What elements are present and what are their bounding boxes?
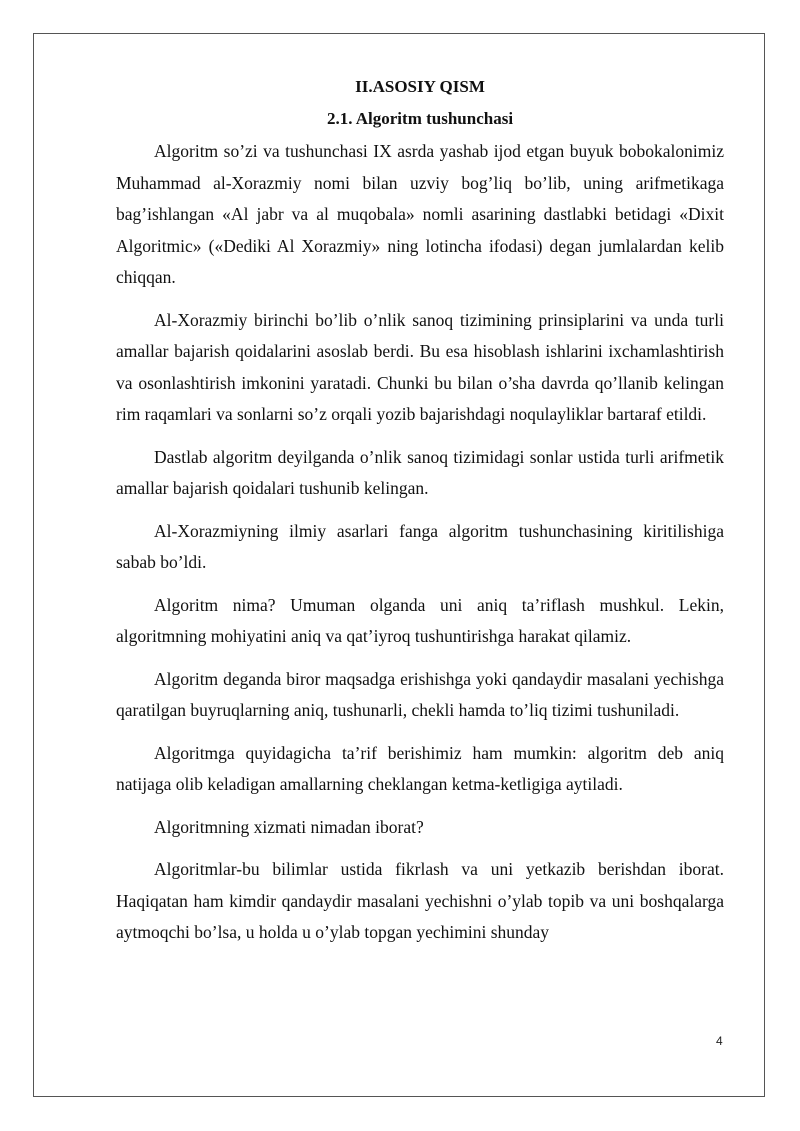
- document-body: [116, 70, 724, 949]
- section-heading: II.ASOSIY QISM: [355, 77, 485, 96]
- paragraph: Algoritmning xizmati nimadan iborat?: [154, 816, 424, 837]
- paragraph: Al-Xorazmiyning ilmiy asarlari fanga algoritm tushunchasining kiritilishiga sabab bo’ldi.: [116, 520, 724, 572]
- paragraph: Algoritm nima? Umuman olganda uni aniq ta’riflash mushkul. Lekin, algoritmning mohiyatini aniq va qat’iyroq tushuntirishga harakat qilamiz.: [116, 594, 724, 646]
- paragraph: Algoritmlar-bu bilimlar ustida fikrlash va uni yetkazib berishdan iborat. Haqiqatan ham kimdir qandaydir masalani yechishni o’ylab topib va uni boshqalarga aytmoqchi bo’lsa, u holda u o’ylab topgan yechimini shunday: [116, 859, 724, 942]
- paragraph: Algoritm so’zi va tushunchasi IX asrda yashab ijod etgan buyuk bobokalonimiz Muhammad al-Xorazmiy nomi bilan uzviy bog’liq bo’lib, uning arifmetikaga bag’ishlangan «Al jabr va al muqobala» nomli asarining dastlabki betidagi «Dixit Algoritmic» («Dediki Al Xorazmiy» ning lotincha ifodasi) degan jumlalardan kelib chiqqan.: [116, 141, 724, 287]
- page-number: 4: [716, 1034, 723, 1048]
- paragraph: Al-Xorazmiy birinchi bo’lib o’nlik sanoq tizimining prinsiplarini va unda turli amallar bajarish qoidalarini asoslab berdi. Bu esa hisoblash ishlarini ixchamlashtirish va osonlashtirish imkonini yaratadi. Chunki bu bilan o’sha davrda qo’llanib kelingan rim raqamlari va sonlarni so’z orqali yozib bajarishdagi noqulayliklar bartaraf etildi.: [116, 309, 724, 424]
- paragraph: Dastlab algoritm deyilganda o’nlik sanoq tizimidagi sonlar ustida turli arifmetik amallar bajarish qoidalari tushunib kelingan.: [116, 446, 724, 498]
- paragraph: Algoritmga quyidagicha ta’rif berishimiz ham mumkin: algoritm deb aniq natijaga olib keladigan amallarning cheklangan ketma-ketligiga aytiladi.: [116, 742, 724, 794]
- subsection-heading: 2.1. Algoritm tushunchasi: [326, 109, 514, 128]
- paragraph: Algoritm deganda biror maqsadga erishishga yoki qandaydir masalani yechishga qaratilgan buyruqlarning aniq, tushunarli, chekli hamda to’liq tizimi tushuniladi.: [116, 668, 724, 720]
